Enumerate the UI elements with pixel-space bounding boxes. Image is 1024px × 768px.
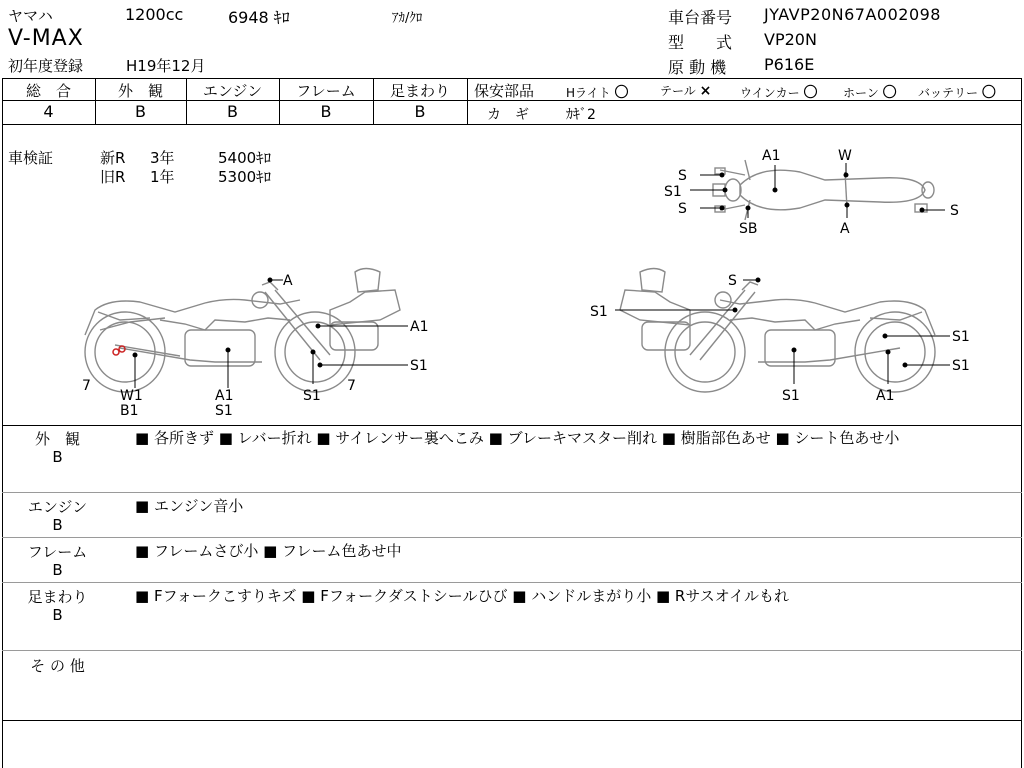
section-exterior-text: ■ 各所きず ■ レバー折れ ■ サイレンサー裏へこみ ■ ブレーキマスター削れ ■ 樹脂部色あせ ■ シート色あせ小 [135,429,900,447]
diagram-label: A1 [876,388,895,404]
grade-header-overall: 総 合 [25,82,71,100]
section-suspension-label: 足まわり [27,588,88,606]
diagram-label: S [728,273,737,289]
engine-value: P616E [764,55,815,74]
inspection-new-km: 5400ｷﾛ [218,149,272,167]
diagram-label: S1 [410,358,428,374]
type-label: 型 式 [668,33,733,52]
first-registration-label: 初年度登録 [8,57,84,75]
diagram-label: S1 [215,403,233,419]
diagram-label: A1 [410,319,429,335]
diagram-label: S1 [303,388,321,404]
section-frame-label: フレーム [27,543,88,561]
section-frame-text: ■ フレームさび小 ■ フレーム色あせ中 [135,542,402,560]
diagram-label: W1 [120,388,143,404]
engine-label: 原 動 機 [668,58,727,77]
grade-value-overall: 4 [43,102,54,121]
diagram-label: B1 [120,403,139,419]
grade-header-frame: フレーム [296,82,356,100]
model-name: V-MAX [8,26,84,51]
grade-value-exterior: B [135,102,146,121]
maker: ヤマハ [8,7,53,25]
grade-header-exterior: 外 観 [117,82,163,100]
section-engine-text: ■ エンジン音小 [135,497,244,515]
diagram-label: S1 [952,329,970,345]
diagram-label: S [678,168,687,184]
grade-value-frame: B [320,102,332,121]
chassis-label: 車台番号 [668,8,733,27]
safety-item-mark: 〇 [882,85,897,101]
section-divider [2,492,1022,493]
grade-value-engine: B [227,102,238,121]
section-other-label: そ の 他 [30,657,85,675]
safety-item-name: ウインカー [740,86,800,100]
diagram-label: S [950,203,959,219]
diagram-label: A1 [762,148,781,164]
inspection-label: 車検証 [8,149,54,167]
diagram-label: S1 [952,358,970,374]
diagram-label: S1 [782,388,800,404]
section-exterior-grade: B [52,448,63,466]
type-value: VP20N [764,30,817,49]
displacement: 1200cc [125,5,184,24]
section-engine-grade: B [52,516,63,534]
body-color: ｱｶ/ｸﾛ [392,11,423,26]
damage-mark-icon [113,346,125,355]
safety-item-mark: 〇 [803,85,818,101]
section-divider [2,582,1022,583]
inspection-old-years: 1年 [150,168,175,186]
grade-value-suspension: B [414,102,426,121]
first-registration-value: H19年12月 [126,57,206,75]
right-view-sketch [252,269,935,393]
safety-item-name: バッテリー [918,86,979,100]
diagram-label: A1 [215,388,234,404]
sections-bottom [2,720,1022,721]
diagram-label: A [283,273,293,289]
diagram-label: A [840,221,850,237]
key-value: ｶｷﾞ2 [566,107,596,123]
grade-header-engine: エンジン [202,82,263,100]
sections-top [2,425,1022,426]
diagram-label: S [678,201,687,217]
safety-label: 保安部品 [474,82,535,100]
key-label: カ ギ [487,107,529,123]
safety-item-mark: × [699,83,712,99]
chassis-value: JYAVP20N67A002098 [764,5,941,24]
diagram-label: W [838,148,852,164]
inspection-new-years: 3年 [150,149,175,167]
section-divider [2,537,1022,538]
top-view-sketch [713,160,934,220]
section-frame-grade: B [52,561,63,579]
diagram-label: 7 [347,378,356,394]
inspection-new-label: 新R [100,149,126,167]
section-suspension-grade: B [52,606,63,624]
section-exterior-label: 外 観 [34,430,80,448]
inspection-old-km: 5300ｷﾛ [218,168,272,186]
inspection-old-label: 旧R [100,168,126,186]
diagram-label: 7 [82,378,91,394]
grade-header-suspension: 足まわり [389,82,450,100]
left-view-sketch [85,269,400,393]
section-suspension-text: ■ Fフォークこすりキズ ■ Fフォークダストシールひび ■ ハンドルまがり小 ■ Rサスオイルもれ [135,587,789,605]
diagram-label: S1 [664,184,682,200]
section-engine-label: エンジン [27,498,88,516]
safety-item-name: ホーン [843,86,879,100]
mileage: 6948 ｷﾛ [228,8,290,27]
diagram-label: SB [739,221,758,237]
safety-item-mark: 〇 [614,85,629,101]
safety-item-name: テール [660,84,696,98]
safety-item-name: Hライト [566,86,611,100]
section-divider [2,650,1022,651]
safety-item-mark: 〇 [981,85,996,101]
diagram-label: S1 [590,304,608,320]
